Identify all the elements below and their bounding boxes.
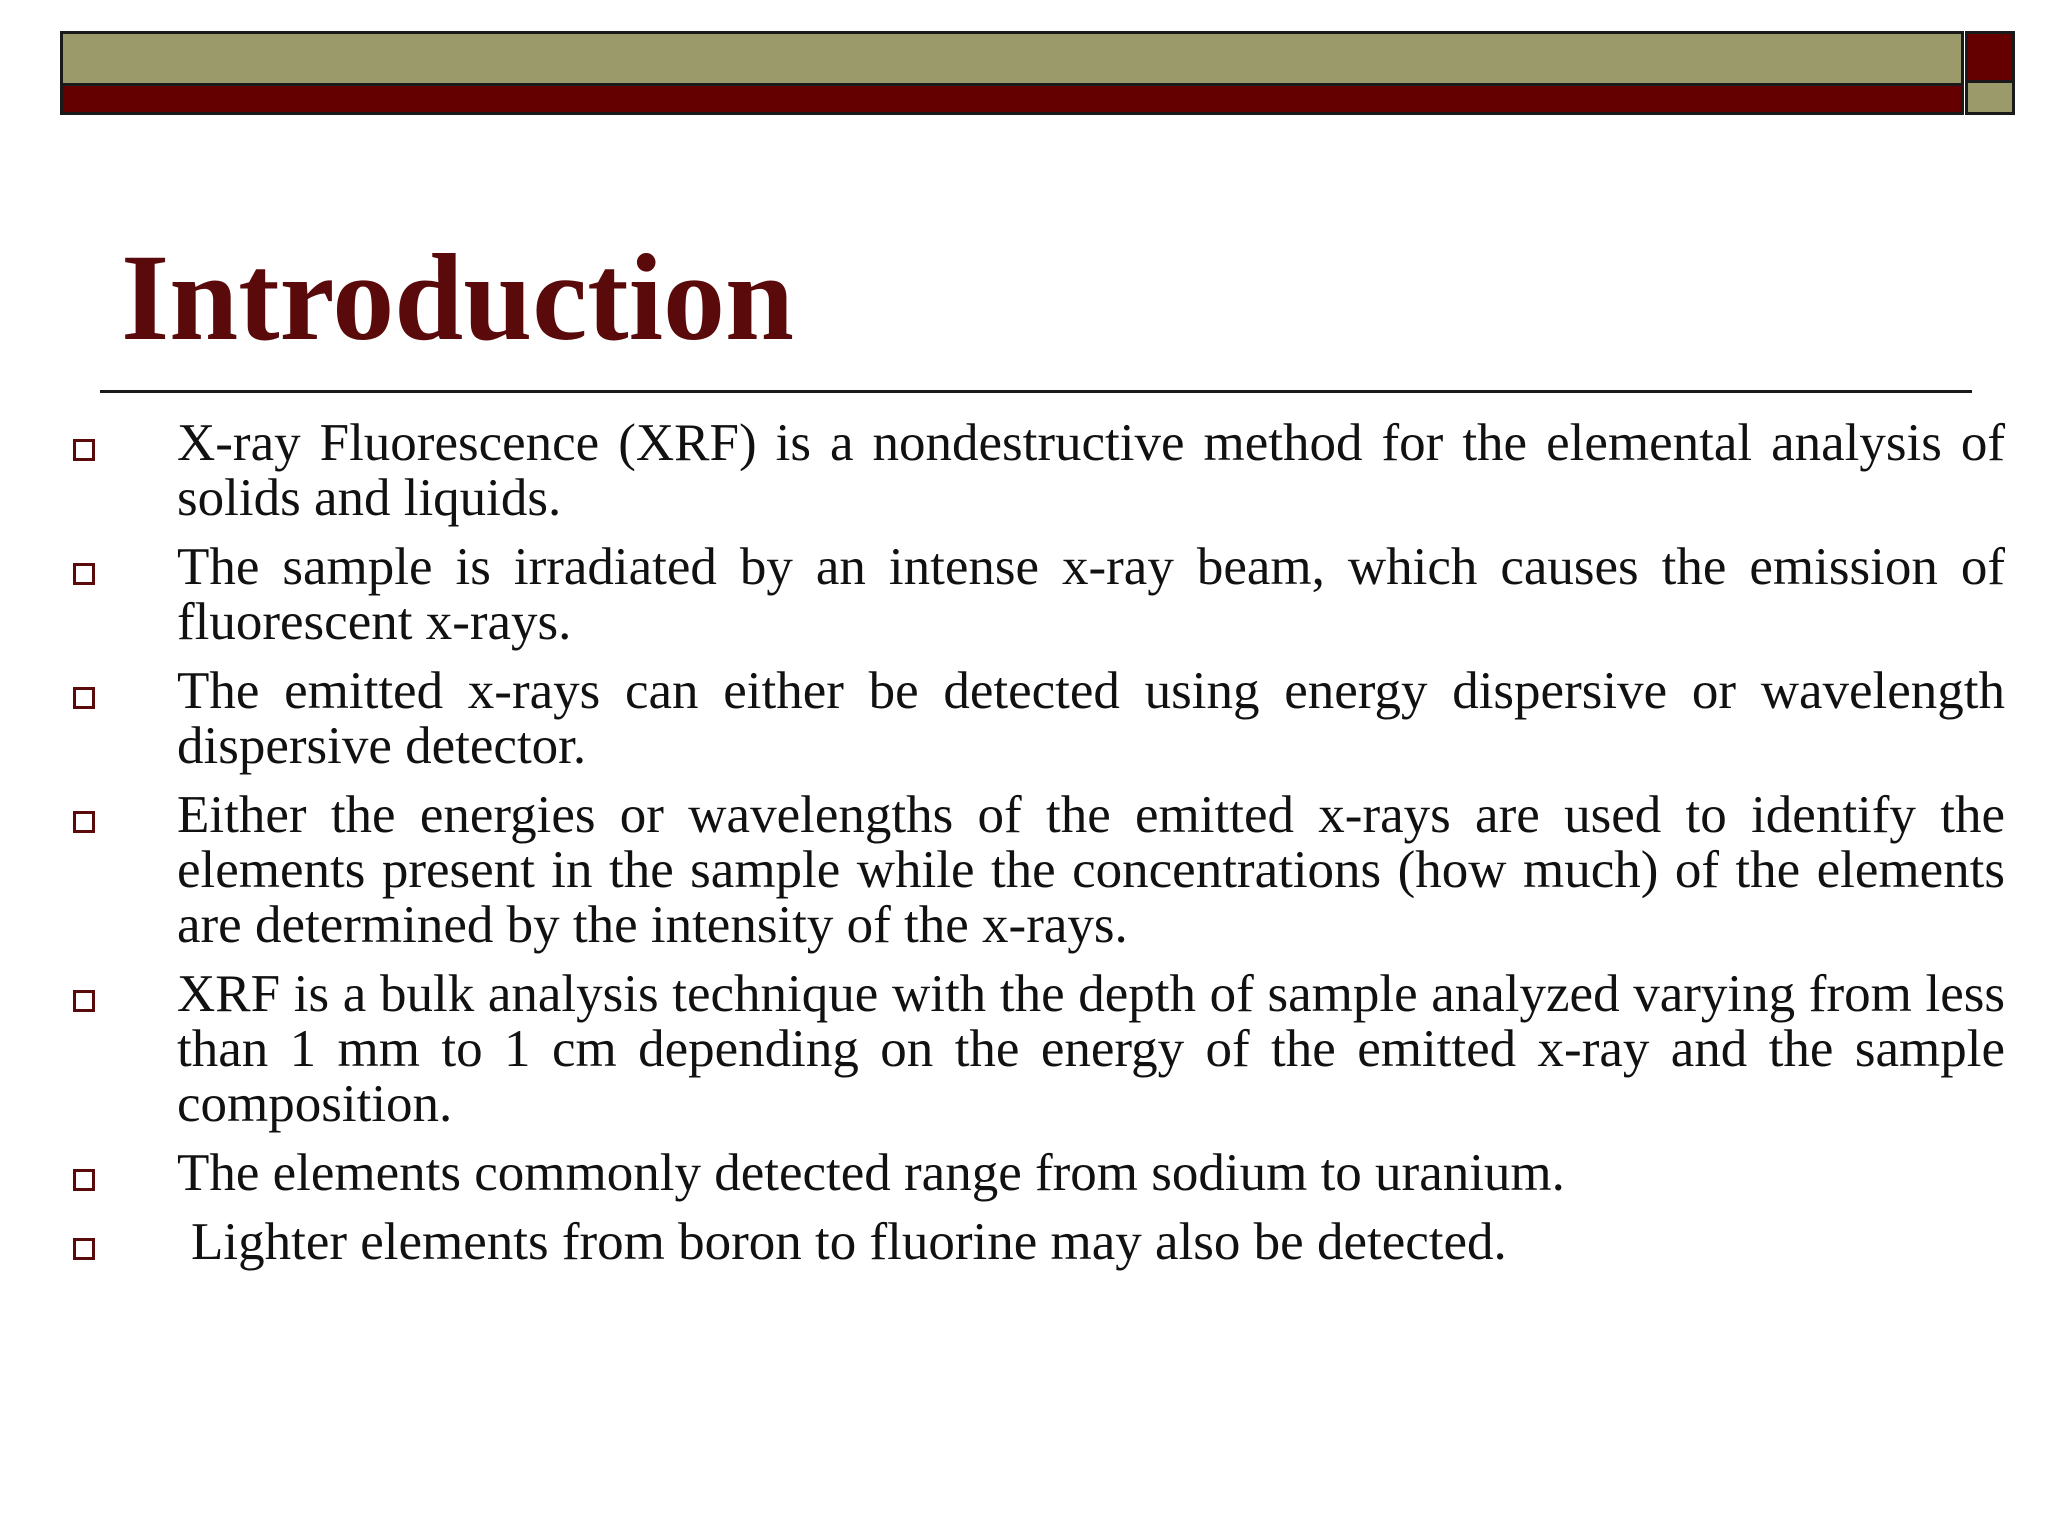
square-bullet-icon: [73, 1169, 95, 1191]
bullet-text: Lighter elements from boron to fluorine may also be detected.: [191, 1213, 1507, 1271]
square-bullet-icon: [73, 439, 95, 461]
square-bullet-icon: [73, 563, 95, 585]
bullet-text: X-ray Fluorescence (XRF) is a nondestructive method for the elemental analysis of solids and liquids.: [177, 414, 2005, 527]
title-divider: [100, 390, 1972, 393]
bullet-text: Either the energies or wavelengths of the emitted x-rays are used to identify the elements present in the sample while the concentrations (how much) of the elements are determined by the intensity of the x-rays.: [177, 786, 2005, 954]
bullet-item: [60, 540, 2005, 650]
header-corner-olive: [1965, 83, 2015, 115]
slide-title: Introduction: [121, 229, 794, 366]
bullet-item: [60, 788, 2005, 953]
bullet-item: [60, 967, 2005, 1132]
bullet-text: The emitted x-rays can either be detected using energy dispersive or wavelength dispersive detector.: [177, 662, 2005, 775]
bullet-text: The sample is irradiated by an intense x-ray beam, which causes the emission of fluorescent x-rays.: [177, 538, 2005, 651]
bullet-item: [60, 1146, 2005, 1201]
bullet-text: The elements commonly detected range from sodium to uranium.: [177, 1144, 1565, 1202]
bullet-list: [60, 416, 2005, 1284]
bullet-item: [60, 664, 2005, 774]
header-band-olive: [60, 31, 1964, 83]
bullet-item: [60, 1215, 2005, 1270]
square-bullet-icon: [73, 811, 95, 833]
bullet-item: [60, 416, 2005, 526]
header-band-maroon: [60, 83, 1964, 115]
square-bullet-icon: [73, 1238, 95, 1260]
header-corner-maroon: [1965, 31, 2015, 83]
square-bullet-icon: [73, 687, 95, 709]
bullet-text: XRF is a bulk analysis technique with the depth of sample analyzed varying from less than 1 mm to 1 cm depending on the energy of the emitted x-ray and the sample composition.: [177, 965, 2005, 1133]
square-bullet-icon: [73, 990, 95, 1012]
